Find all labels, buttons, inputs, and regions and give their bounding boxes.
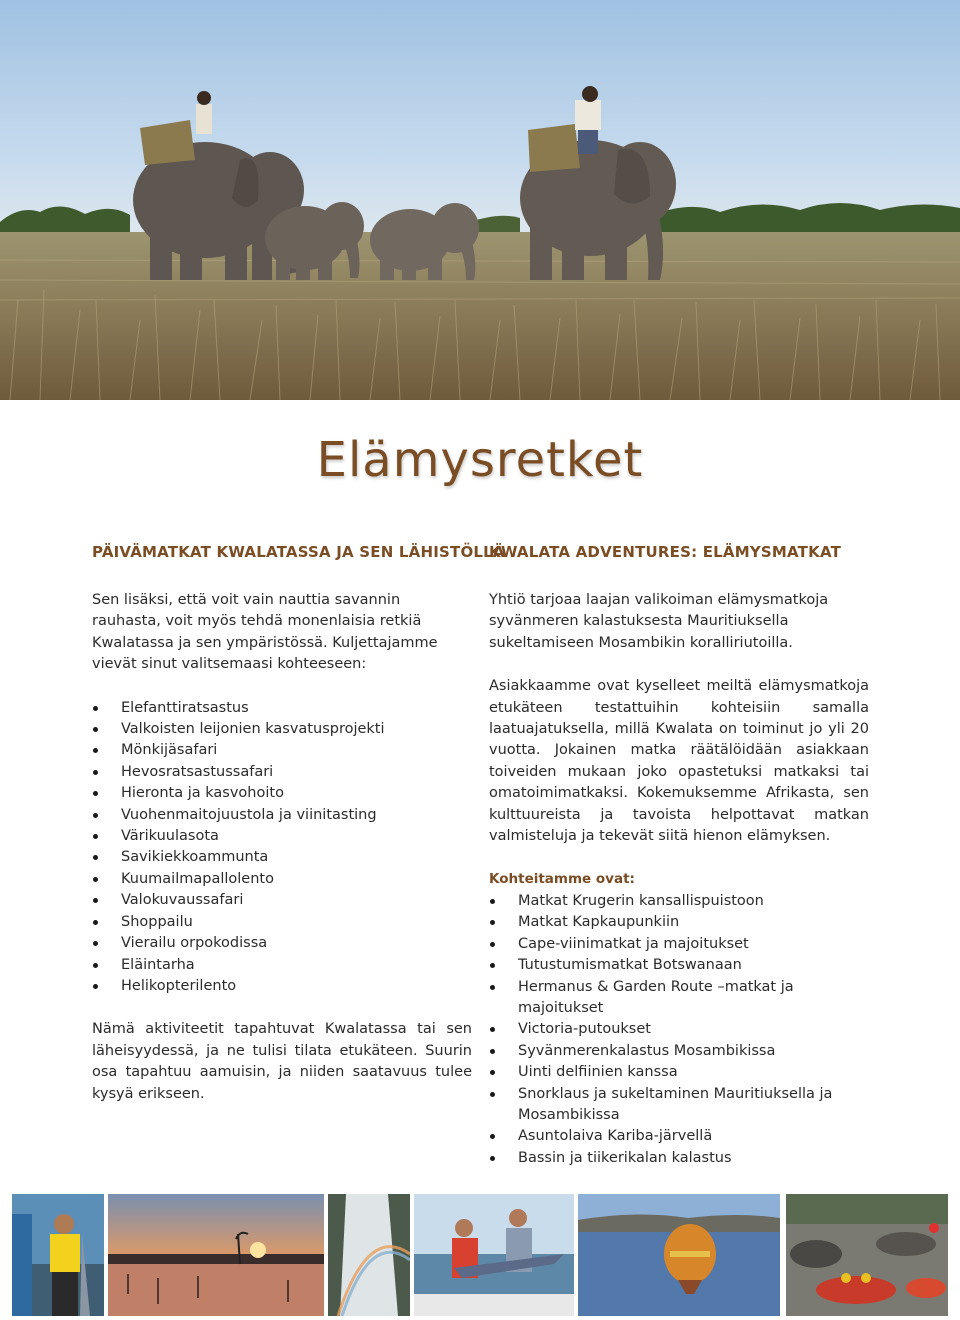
list-item: Värikuulasota bbox=[92, 826, 472, 847]
right-column bbox=[489, 540, 869, 1169]
list-item: Mönkijäsafari bbox=[92, 740, 472, 761]
left-intro: Sen lisäksi, että voit vain nauttia savannin rauhasta, voit myös tehdä monenlaisia retkiä Kwalatassa ja sen ympäristössä. Kuljettajamme vievät sinut valitsemaasi kohteeseen: bbox=[92, 592, 438, 673]
page-title: Elämysretket bbox=[316, 432, 644, 488]
list-item: Helikopterilento bbox=[92, 976, 472, 997]
list-item: Bassin ja tiikerikalan kalastus bbox=[489, 1148, 869, 1169]
destinations-subheading: Kohteitamme ovat: bbox=[489, 871, 635, 888]
list-item: Hermanus & Garden Route –matkat ja majoitukset bbox=[489, 977, 869, 1020]
waterfall-rainbow-photo bbox=[328, 1194, 410, 1316]
list-item: Savikiekkoammunta bbox=[92, 847, 472, 868]
list-item: Valkoisten leijonien kasvatusprojekti bbox=[92, 719, 472, 740]
hero-elephant-photo bbox=[0, 0, 960, 400]
list-item: Vierailu orpokodissa bbox=[92, 933, 472, 954]
left-column bbox=[92, 540, 505, 1105]
fisherman-photo bbox=[12, 1194, 104, 1316]
destinations-list bbox=[489, 891, 869, 1169]
left-heading: PÄIVÄMATKAT KWALATASSA JA SEN LÄHISTÖLLÄ bbox=[92, 543, 505, 561]
list-item: Elefanttiratsastus bbox=[92, 698, 472, 719]
activities-list bbox=[92, 698, 472, 998]
list-item: Matkat Krugerin kansallispuistoon bbox=[489, 891, 869, 912]
list-item: Vuohenmaitojuustola ja viinitasting bbox=[92, 805, 472, 826]
list-item: Syvänmerenkalastus Mosambikissa bbox=[489, 1041, 869, 1062]
list-item: Tutustumismatkat Botswanaan bbox=[489, 955, 869, 976]
left-outro: Nämä aktiviteetit tapahtuvat Kwalatassa tai sen läheisyydessä, ja ne tulisi tilata etukäteen. Suurin osa tapahtuu aamuisin, ja niiden saatavuus tulee kysyä erikseen. bbox=[92, 1021, 472, 1102]
hot-air-balloon-photo bbox=[578, 1194, 780, 1316]
list-item: Kuumailmapallolento bbox=[92, 869, 472, 890]
elephant-safari-photo bbox=[0, 0, 960, 400]
deep-sea-fishing-photo bbox=[414, 1194, 574, 1316]
right-paragraph-1: Yhtiö tarjoaa laajan valikoiman elämysmatkoja syvänmeren kalastuksesta Mauritiuksella sukeltamiseen Mosambikin koralliriutoilla. bbox=[489, 592, 829, 651]
list-item: Hevosratsastussafari bbox=[92, 762, 472, 783]
list-item: Hieronta ja kasvohoito bbox=[92, 783, 472, 804]
right-heading: KWALATA ADVENTURES: ELÄMYSMATKAT bbox=[489, 543, 842, 561]
list-item: Eläintarha bbox=[92, 955, 472, 976]
list-item: Victoria-putoukset bbox=[489, 1019, 869, 1040]
list-item: Asuntolaiva Kariba-järvellä bbox=[489, 1126, 869, 1147]
right-paragraph-2: Asiakkaamme ovat kyselleet meiltä elämysmatkoja etukäteen testattuihin kohteisiin samalla laatuajatuksella, millä Kwalata on toiminut jo yli 20 vuotta. Jokainen matka räätälöidään asiakkaan toiveiden mukaan joko opastetuksi matkaksi tai omatoimimatkaksi. Kokemuksemme Afrikasta, sen kulttuureista ja tavoista helpottavat matkan valmisteluja ja tekevät siitä hienon elämyksen. bbox=[489, 678, 869, 845]
list-item: Snorklaus ja sukeltaminen Mauritiuksella ja Mosambikissa bbox=[489, 1084, 869, 1127]
river-rafting-photo bbox=[786, 1194, 948, 1316]
list-item: Shoppailu bbox=[92, 912, 472, 933]
lake-sunset-photo bbox=[108, 1194, 324, 1316]
photo-gallery bbox=[0, 1194, 960, 1316]
list-item: Cape-viinimatkat ja majoitukset bbox=[489, 934, 869, 955]
list-item: Matkat Kapkaupunkiin bbox=[489, 912, 869, 933]
list-item: Valokuvaussafari bbox=[92, 890, 472, 911]
list-item: Uinti delfiinien kanssa bbox=[489, 1062, 869, 1083]
